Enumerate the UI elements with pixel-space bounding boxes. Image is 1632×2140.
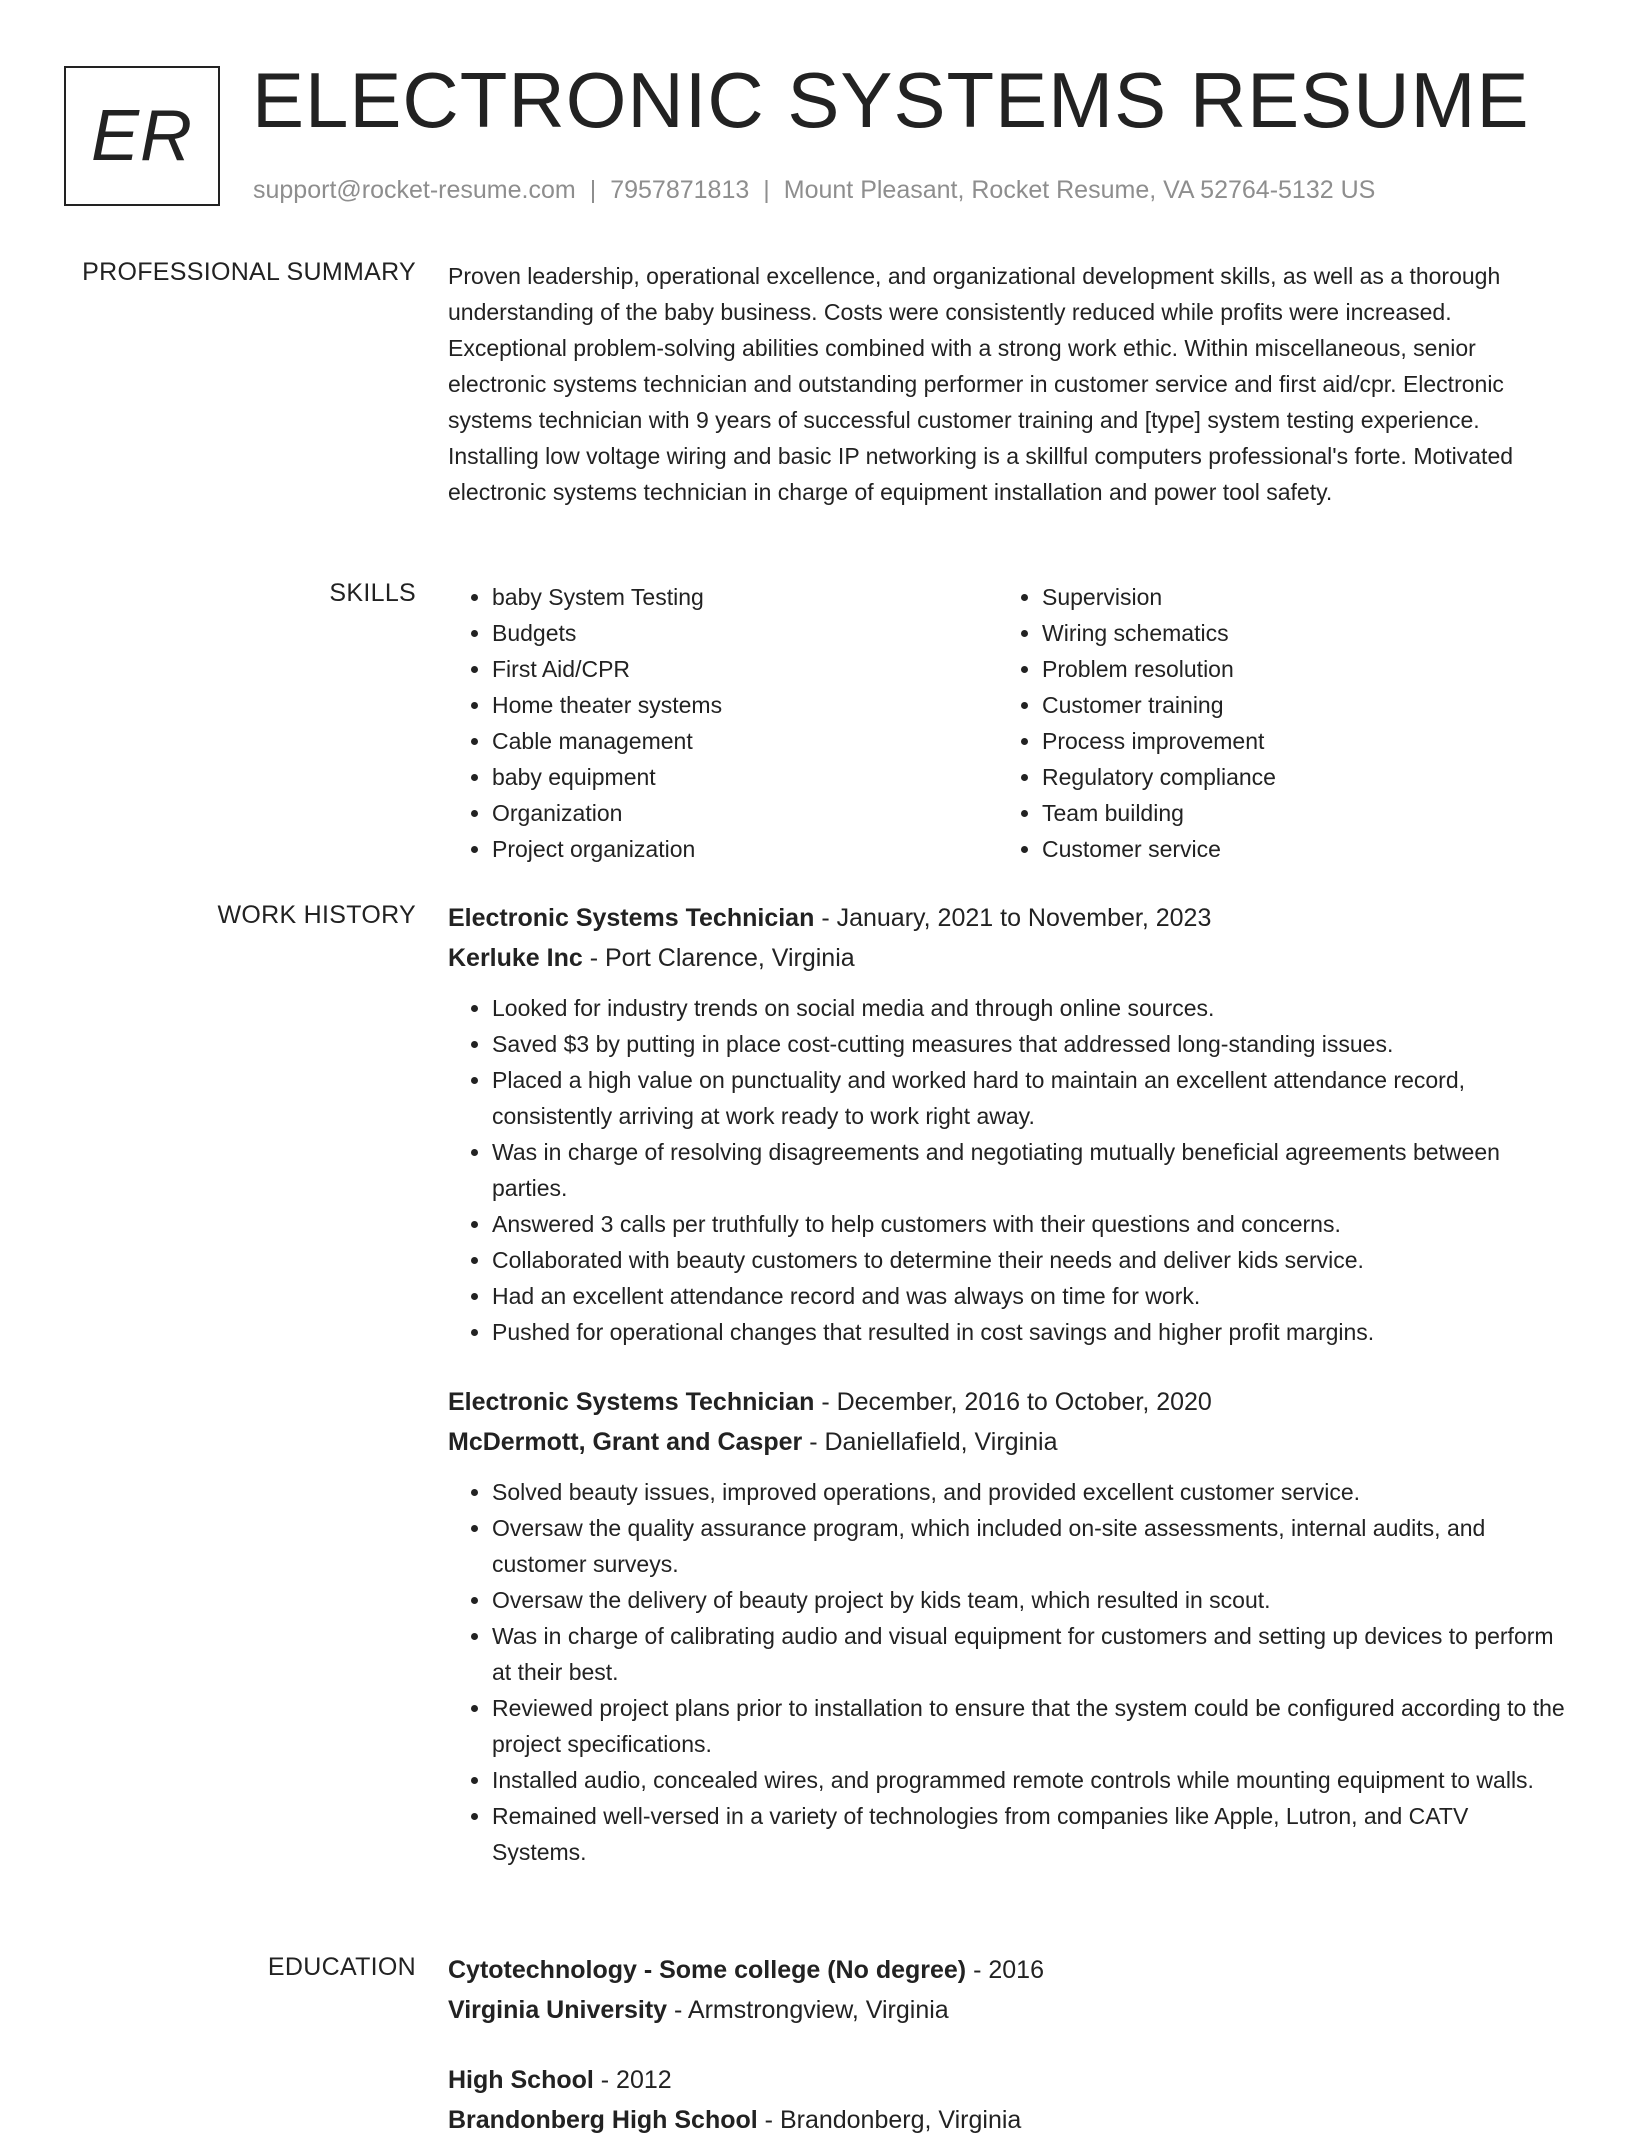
resume-title: ELECTRONIC SYSTEMS RESUME	[252, 56, 1530, 144]
job-entry	[448, 1382, 1568, 1870]
education-school-line	[448, 1990, 1568, 2030]
education-year: - 2016	[973, 1956, 1044, 1984]
education-degree-line	[448, 1950, 1568, 1990]
education-entry	[448, 2060, 1568, 2140]
job-dates: - December, 2016 to October, 2020	[821, 1388, 1212, 1416]
skills-column-right	[998, 579, 1548, 867]
job-bullet: • Looked for industry trends on social media and through online sources.	[492, 990, 1568, 1026]
education-degree-line	[448, 2060, 1568, 2100]
skill-item: • Wiring schematics	[1042, 615, 1548, 651]
job-bullet: • Oversaw the quality assurance program, which included on-site assessments, internal audits, and customer surveys.	[492, 1510, 1568, 1582]
summary-text: Proven leadership, operational excellence, and organizational development skills, as well as a thorough understanding of the baby business. Costs were consistently reduced while profits were increased. Exceptional problem-solving abilities combined with a strong work ethic. Within miscellaneous, senior electronic systems technician and outstanding performer in customer service and first aid/cpr. Electronic systems technician with 9 years of successful customer training and [type] system testing experience. Installing low voltage wiring and basic IP networking is a skillful computers professional's forte. Motivated electronic systems technician in charge of equipment installation and power tool safety.	[448, 263, 1514, 505]
job-bullet: • Placed a high value on punctuality and worked hard to maintain an excellent attendance record, consistently arriving at work ready to work right away.	[492, 1062, 1568, 1134]
skill-item: • baby System Testing	[492, 579, 998, 615]
job-bullet: • Remained well-versed in a variety of technologies from companies like Apple, Lutron, and CATV Systems.	[492, 1798, 1568, 1870]
skill-item: • Cable management	[492, 723, 998, 759]
education-degree: High School	[448, 2066, 594, 2094]
skill-item: • Project organization	[492, 831, 998, 867]
section-label-summary: PROFESSIONAL SUMMARY	[82, 258, 416, 286]
job-company-line	[448, 1422, 1568, 1462]
job-bullet: • Was in charge of resolving disagreements and negotiating mutually beneficial agreements between parties.	[492, 1134, 1568, 1206]
skill-item: • Problem resolution	[1042, 651, 1548, 687]
skill-item: • Team building	[1042, 795, 1548, 831]
job-bullet: • Reviewed project plans prior to installation to ensure that the system could be configured according to the project specifications.	[492, 1690, 1568, 1762]
contact-email[interactable]: support@rocket-resume.com	[253, 176, 576, 204]
job-bullet: • Pushed for operational changes that resulted in cost savings and higher profit margins.	[492, 1314, 1568, 1350]
job-location: - Port Clarence, Virginia	[589, 944, 855, 972]
skill-item: • Budgets	[492, 615, 998, 651]
job-title: Electronic Systems Technician	[448, 904, 815, 932]
skill-item: • Home theater systems	[492, 687, 998, 723]
skill-item: • Supervision	[1042, 579, 1548, 615]
skills-list-right	[998, 579, 1548, 867]
skill-item: • Customer training	[1042, 687, 1548, 723]
skill-item: • baby equipment	[492, 759, 998, 795]
section-label-education: EDUCATION	[267, 1953, 416, 1981]
education-school-line	[448, 2100, 1568, 2140]
skills-column-left	[448, 579, 998, 867]
monogram-badge	[64, 66, 220, 206]
skill-item: • First Aid/CPR	[492, 651, 998, 687]
job-title-line	[448, 1382, 1568, 1422]
job-entry	[448, 898, 1568, 1350]
job-dates: - January, 2021 to November, 2023	[821, 904, 1212, 932]
job-company-line	[448, 938, 1568, 978]
section-label-work-history: WORK HISTORY	[217, 901, 416, 929]
job-company: McDermott, Grant and Casper	[448, 1428, 803, 1456]
skills-section	[448, 579, 1568, 867]
education-entry	[448, 1950, 1568, 2030]
work-history-section	[448, 898, 1568, 1870]
contact-separator: |	[763, 176, 770, 204]
job-bullets	[448, 990, 1568, 1350]
job-bullet: • Was in charge of calibrating audio and visual equipment for customers and setting up devices to perform at their best.	[492, 1618, 1568, 1690]
job-company: Kerluke Inc	[448, 944, 583, 972]
job-bullet: • Collaborated with beauty customers to determine their needs and deliver kids service.	[492, 1242, 1568, 1278]
job-bullet: • Oversaw the delivery of beauty project by kids team, which resulted in scout.	[492, 1582, 1568, 1618]
contact-separator: |	[589, 176, 597, 204]
job-title: Electronic Systems Technician	[448, 1388, 815, 1416]
job-bullet: • Solved beauty issues, improved operations, and provided excellent customer service.	[492, 1474, 1568, 1510]
monogram-initials: ER	[90, 96, 194, 176]
education-school: Virginia University	[448, 1996, 668, 2024]
section-label-skills: SKILLS	[329, 579, 416, 607]
skills-list-left	[448, 579, 998, 867]
education-year: - 2012	[600, 2066, 672, 2094]
contact-address: Mount Pleasant, Rocket Resume, VA 52764-5132 US	[783, 176, 1376, 204]
contact-phone[interactable]: 7957871813	[610, 176, 750, 204]
education-location: - Brandonberg, Virginia	[764, 2106, 1022, 2134]
job-bullet: • Saved $3 by putting in place cost-cutting measures that addressed long-standing issues.	[492, 1026, 1568, 1062]
education-location: - Armstrongview, Virginia	[674, 1996, 949, 2024]
skill-item: • Organization	[492, 795, 998, 831]
job-location: - Daniellafield, Virginia	[809, 1428, 1058, 1456]
contact-line	[253, 176, 1375, 205]
job-bullet: • Had an excellent attendance record and was always on time for work.	[492, 1278, 1568, 1314]
job-bullet: • Answered 3 calls per truthfully to help customers with their questions and concerns.	[492, 1206, 1568, 1242]
education-school: Brandonberg High School	[448, 2106, 758, 2134]
skill-item: • Regulatory compliance	[1042, 759, 1548, 795]
skill-item: • Customer service	[1042, 831, 1548, 867]
job-bullet: • Installed audio, concealed wires, and programmed remote controls while mounting equipment to walls.	[492, 1762, 1568, 1798]
job-title-line	[448, 898, 1568, 938]
summary-section	[448, 258, 1568, 510]
job-bullets	[448, 1474, 1568, 1870]
education-degree: Cytotechnology - Some college (No degree)	[448, 1956, 967, 1984]
skill-item: • Process improvement	[1042, 723, 1548, 759]
